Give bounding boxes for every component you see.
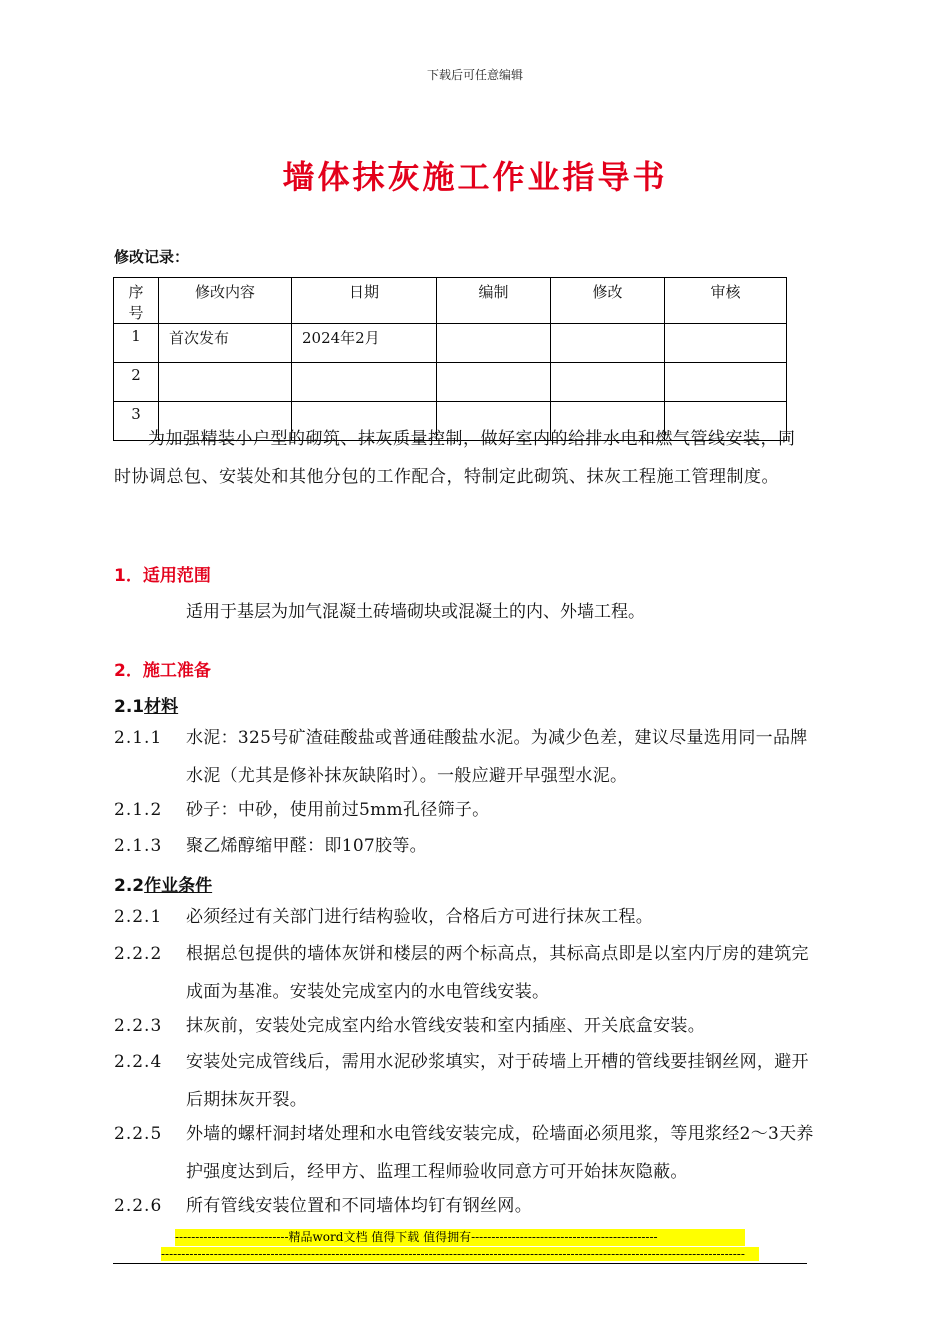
item-number: 2.2.3 (114, 1016, 163, 1036)
item-text: 必须经过有关部门进行结构验收，合格后方可进行抹灰工程。 (186, 907, 654, 927)
list-item (114, 827, 819, 865)
table-row (114, 363, 787, 402)
list-item (114, 935, 819, 1011)
item-number: 2.1.1 (114, 728, 163, 748)
item-text: 水泥：325号矿渣硅酸盐或普通硅酸盐水泥。为减少色差，建议尽量选用同一品牌水泥（尤其是修补抹灰缺陷时）。一般应避开早强型水泥。 (186, 728, 808, 786)
list-item (114, 1043, 819, 1119)
cell-author (437, 363, 551, 402)
cell-modify (551, 363, 665, 402)
section-1-text: 适用于基层为加气混凝土砖墙砌块或混凝土的内、外墙工程。 (186, 602, 645, 622)
revision-table-header (114, 278, 787, 324)
section-1-heading: 1．适用范围 (114, 566, 211, 586)
cell-date (292, 363, 437, 402)
list-item (114, 898, 819, 936)
col-header-seq: 序号 (114, 278, 159, 324)
cell-seq: 1 (114, 324, 159, 363)
cell-content: 首次发布 (159, 324, 292, 363)
list-item (114, 1007, 819, 1045)
item-number: 2.2.4 (114, 1052, 163, 1072)
col-header-review: 审核 (665, 278, 787, 324)
subsection-2-2-number: 2.2 (114, 876, 145, 896)
item-text: 所有管线安装位置和不同墙体均钉有钢丝网。 (186, 1196, 532, 1216)
list-item (114, 719, 819, 795)
revision-label: 修改记录： (114, 248, 190, 266)
item-text: 砂子：中砂，使用前过5mm孔径筛子。 (186, 800, 490, 820)
document-title: 墙体抹灰施工作业指导书 (282, 158, 668, 196)
list-item (114, 1115, 819, 1191)
subsection-2-1-title: 材料 (144, 697, 179, 717)
table-row (114, 324, 787, 363)
section-2-heading: 2．施工准备 (114, 661, 211, 681)
intro-paragraph: 为加强精装小户型的砌筑、抹灰质量控制，做好室内的给排水电和燃气管线安装，同时协调总包、安装处和其他分包的工作配合，特制定此砌筑、抹灰工程施工管理制度。 (114, 429, 796, 487)
subsection-2-2-heading (114, 871, 212, 896)
col-header-author: 编制 (437, 278, 551, 324)
item-text: 外墙的螺杆洞封堵处理和水电管线安装完成，砼墙面必须甩浆，等甩浆经2～3天养护强度达到后，经甲方、监理工程师验收同意方可开始抹灰隐蔽。 (186, 1124, 814, 1182)
revision-table (113, 277, 787, 441)
cell-content (159, 363, 292, 402)
subsection-2-1-heading (114, 692, 178, 717)
item-number: 2.2.2 (114, 944, 163, 964)
cell-modify (551, 324, 665, 363)
header-note: 下载后可任意编辑 (426, 68, 523, 82)
subsection-2-2-title: 作业条件 (144, 876, 213, 896)
subsection-2-1-number: 2.1 (114, 697, 145, 717)
cell-author (437, 324, 551, 363)
cell-seq: 3 (114, 402, 159, 441)
item-number: 2.1.2 (114, 800, 163, 820)
col-header-content: 修改内容 (159, 278, 292, 324)
cell-date: 2024年2月 (292, 324, 437, 363)
list-item (114, 791, 819, 829)
cell-review (665, 363, 787, 402)
footer-divider (113, 1263, 807, 1264)
list-item (114, 1187, 819, 1225)
footer-banner-line-1: ----------------------------精品word文档 值得下载 值得拥有---------------------------------------------- (175, 1229, 745, 1246)
col-header-modify: 修改 (551, 278, 665, 324)
item-text: 抹灰前，安装处完成室内给水管线安装和室内插座、开关底盒安装。 (186, 1016, 705, 1036)
item-text: 安装处完成管线后，需用水泥砂浆填实，对于砖墙上开槽的管线要挂钢丝网，避开后期抹灰开裂。 (186, 1052, 809, 1110)
footer-banner-line-2: ------------------------------------------------------------------------------------------------------------------------------------------------ (161, 1247, 759, 1261)
col-header-date: 日期 (292, 278, 437, 324)
cell-seq: 2 (114, 363, 159, 402)
item-number: 2.2.5 (114, 1124, 163, 1144)
item-number: 2.1.3 (114, 836, 163, 856)
cell-review (665, 324, 787, 363)
item-text: 根据总包提供的墙体灰饼和楼层的两个标高点，其标高点即是以室内厅房的建筑完成面为基准。安装处完成室内的水电管线安装。 (186, 944, 809, 1002)
item-text: 聚乙烯醇缩甲醛：即107胶等。 (186, 836, 427, 856)
item-number: 2.2.6 (114, 1196, 163, 1216)
item-number: 2.2.1 (114, 907, 163, 927)
